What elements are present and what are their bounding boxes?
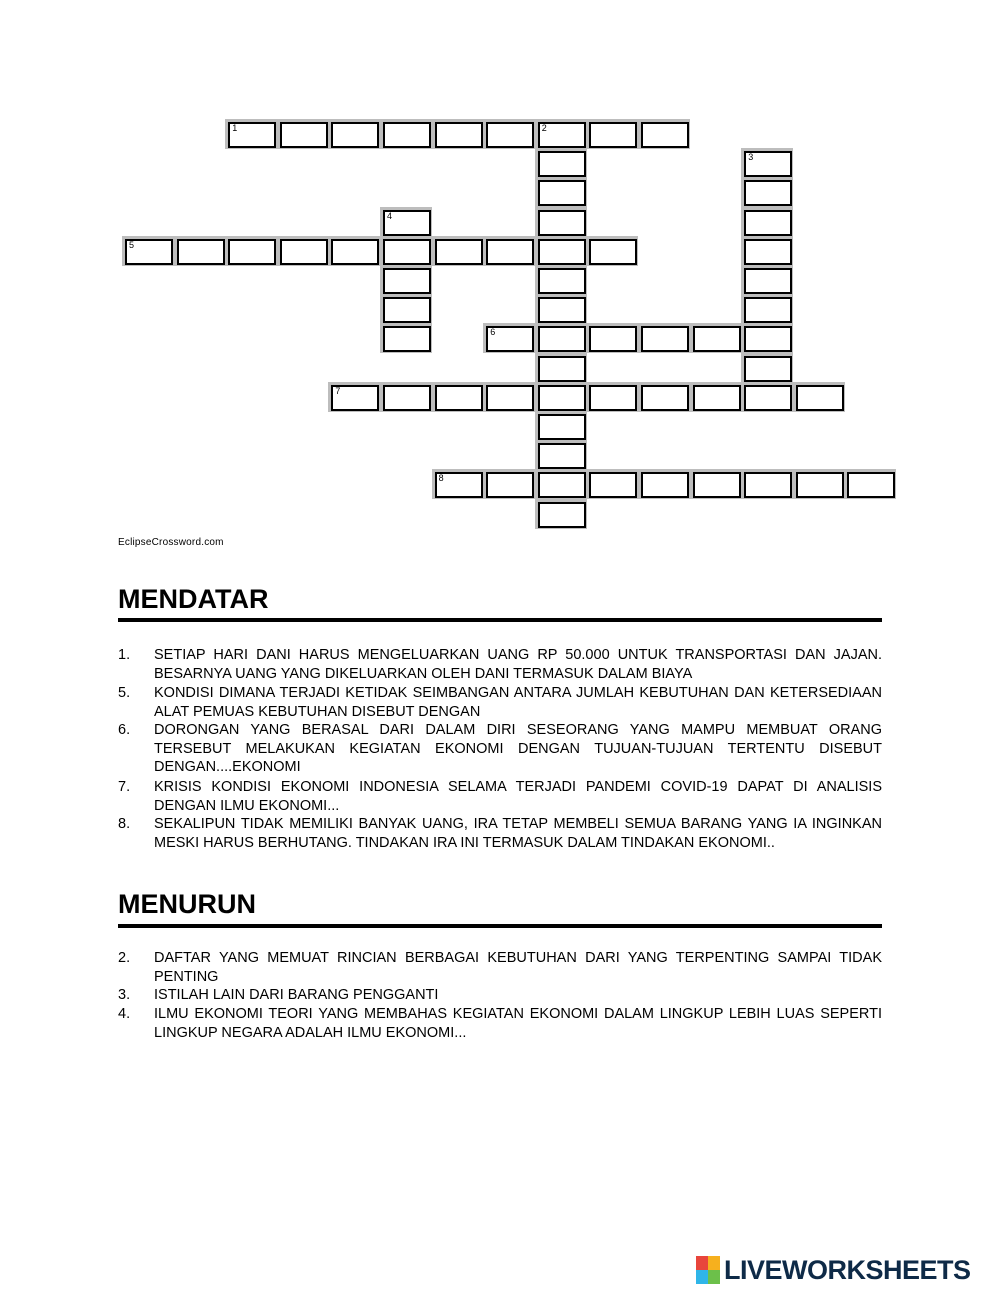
- grid-cell-r9-c10[interactable]: [641, 385, 689, 411]
- grid-cell-r4-c4[interactable]: [331, 239, 379, 265]
- clue-text: ISTILAH LAIN DARI BARANG PENGGANTI: [154, 987, 439, 1003]
- grid-cell-r0-c8[interactable]: [538, 122, 586, 148]
- grid-cell-r9-c6[interactable]: [435, 385, 483, 411]
- clue-text: DORONGAN YANG BERASAL DARI DALAM DIRI SESEORANG YANG MAMPU MEMBUAT ORANG TERSEBUT MELAKUKAN KEGIATAN EKONOMI DENGAN TUJUAN-TUJUAN TERTENTU DISEBUT DENGAN....EKONOMI: [154, 722, 882, 775]
- grid-cell-r5-c5[interactable]: [383, 268, 431, 294]
- grid-cell-r7-c11[interactable]: [693, 326, 741, 352]
- grid-cell-input[interactable]: [643, 474, 687, 496]
- clue-number-label: 2: [541, 123, 547, 133]
- grid-cell-input[interactable]: [591, 241, 635, 263]
- grid-cell-input[interactable]: [488, 387, 532, 409]
- grid-cell-r3-c8[interactable]: [538, 210, 586, 236]
- grid-cell-r7-c7[interactable]: [486, 326, 534, 352]
- grid-cell-input[interactable]: [385, 299, 429, 321]
- grid-cell-input[interactable]: [540, 212, 584, 234]
- clue-number: 1.: [118, 647, 131, 663]
- grid-cell-r8-c12[interactable]: [744, 356, 792, 382]
- grid-cell-r6-c5[interactable]: [383, 297, 431, 323]
- grid-cell-input[interactable]: [385, 387, 429, 409]
- grid-cell-r5-c12[interactable]: [744, 268, 792, 294]
- grid-cell-r9-c12[interactable]: [744, 385, 792, 411]
- grid-cell-input[interactable]: [746, 241, 790, 263]
- liveworksheets-wordmark: LIVEWORKSHEETS: [724, 1254, 971, 1285]
- grid-cell-r0-c7[interactable]: [486, 122, 534, 148]
- clue-text: ILMU EKONOMI TEORI YANG MEMBAHAS KEGIATAN EKONOMI DALAM LINGKUP LEBIH LUAS SEPERTI LINGKUP NEGARA ADALAH ILMU EKONOMI...: [154, 1006, 882, 1041]
- grid-cell-input[interactable]: [746, 474, 790, 496]
- grid-cell-r4-c12[interactable]: [744, 239, 792, 265]
- grid-cell-input[interactable]: [540, 241, 584, 263]
- grid-cell-r13-c8[interactable]: [538, 502, 586, 528]
- grid-cell-input[interactable]: [282, 241, 326, 263]
- grid-cell-r12-c12[interactable]: [744, 472, 792, 498]
- grid-cell-r0-c9[interactable]: [589, 122, 637, 148]
- grid-cell-input[interactable]: [385, 212, 429, 234]
- grid-cell-r9-c13[interactable]: [796, 385, 844, 411]
- grid-cell-input[interactable]: [282, 124, 326, 146]
- clue-number: 5.: [118, 685, 131, 701]
- grid-cell-r9-c11[interactable]: [693, 385, 741, 411]
- grid-cell-r11-c8[interactable]: [538, 443, 586, 469]
- clue-text: KRISIS KONDISI EKONOMI INDONESIA SELAMA TERJADI PANDEMI COVID-19 DAPAT DI ANALISIS DENGAN ILMU EKONOMI...: [154, 779, 882, 814]
- clue-number: 6.: [118, 722, 131, 738]
- grid-cell-r4-c6[interactable]: [435, 239, 483, 265]
- clue-text: KONDISI DIMANA TERJADI KETIDAK SEIMBANGAN ANTARA JUMLAH KEBUTUHAN DAN KETERSEDIAAN ALAT PEMUAS KEBUTUHAN DISEBUT DENGAN: [154, 685, 882, 720]
- clue-number-label: 4: [387, 210, 393, 221]
- grid-cell-input[interactable]: [591, 474, 635, 496]
- grid-cell-r8-c8[interactable]: [538, 356, 586, 382]
- grid-cell-r4-c3[interactable]: [280, 239, 328, 265]
- grid-cell-input[interactable]: [179, 241, 223, 263]
- grid-cell-input[interactable]: [488, 241, 532, 263]
- grid-cell-input[interactable]: [746, 153, 790, 175]
- grid-cell-input[interactable]: [385, 241, 429, 263]
- clue-number-label: 1: [232, 123, 238, 133]
- grid-cell-input[interactable]: [385, 124, 429, 146]
- grid-cell-input[interactable]: [333, 241, 377, 263]
- grid-cell-input[interactable]: [437, 387, 481, 409]
- grid-cell-input[interactable]: [488, 474, 532, 496]
- grid-cell-r12-c11[interactable]: [693, 472, 741, 498]
- grid-cell-r4-c7[interactable]: [486, 239, 534, 265]
- grid-cell-input[interactable]: [540, 387, 584, 409]
- grid-cell-r9-c4[interactable]: [331, 385, 379, 411]
- grid-cell-input[interactable]: [437, 474, 481, 496]
- grid-cell-r4-c9[interactable]: [589, 239, 637, 265]
- grid-cell-input[interactable]: [540, 328, 584, 350]
- grid-cell-r4-c8[interactable]: [538, 239, 586, 265]
- grid-cell-input[interactable]: [230, 241, 274, 263]
- clue-number-label: 8: [438, 473, 444, 484]
- grid-cell-r4-c5[interactable]: [383, 239, 431, 265]
- grid-cell-input[interactable]: [695, 387, 739, 409]
- menurun-divider: [118, 924, 882, 928]
- grid-cell-input[interactable]: [437, 241, 481, 263]
- grid-cell-r12-c8[interactable]: [538, 472, 586, 498]
- grid-cell-input[interactable]: [746, 299, 790, 321]
- clue-number: 4.: [118, 1006, 131, 1022]
- grid-cell-input[interactable]: [591, 387, 635, 409]
- grid-cell-input[interactable]: [746, 270, 790, 292]
- grid-cell-input[interactable]: [437, 124, 481, 146]
- grid-cell-r0-c2[interactable]: [228, 122, 276, 148]
- grid-cell-r9-c7[interactable]: [486, 385, 534, 411]
- liveworksheets-icon: [696, 1256, 720, 1284]
- grid-cell-r3-c5[interactable]: [383, 210, 431, 236]
- clue-text: DAFTAR YANG MEMUAT RINCIAN BERBAGAI KEBUTUHAN DARI YANG TERPENTING SAMPAI TIDAK PENTING: [154, 950, 882, 985]
- grid-cell-r9-c9[interactable]: [589, 385, 637, 411]
- grid-cell-input[interactable]: [385, 270, 429, 292]
- grid-cell-input[interactable]: [746, 387, 790, 409]
- grid-cell-input[interactable]: [643, 124, 687, 146]
- grid-cell-input[interactable]: [333, 387, 377, 409]
- clue-number: 8.: [118, 816, 131, 832]
- clue-text: SEKALIPUN TIDAK MEMILIKI BANYAK UANG, IRA TETAP MEMBELI SEMUA BARANG YANG IA INGINKAN MESKI HARUS BERHUTANG. TINDAKAN IRA INI TERMASUK DALAM TINDAKAN EKONOMI..: [154, 816, 882, 851]
- grid-cell-input[interactable]: [540, 270, 584, 292]
- grid-cell-input[interactable]: [333, 124, 377, 146]
- grid-cell-r6-c8[interactable]: [538, 297, 586, 323]
- grid-cell-input[interactable]: [540, 445, 584, 467]
- grid-cell-r0-c10[interactable]: [641, 122, 689, 148]
- grid-cell-input[interactable]: [540, 358, 584, 380]
- grid-cell-input[interactable]: [127, 241, 171, 263]
- grid-cell-input[interactable]: [385, 328, 429, 350]
- grid-cell-r9-c8[interactable]: [538, 385, 586, 411]
- grid-cell-r12-c9[interactable]: [589, 472, 637, 498]
- grid-cell-input[interactable]: [746, 182, 790, 204]
- grid-cell-r4-c1[interactable]: [177, 239, 225, 265]
- grid-cell-r9-c5[interactable]: [383, 385, 431, 411]
- grid-cell-input[interactable]: [798, 387, 842, 409]
- grid-cell-input[interactable]: [540, 416, 584, 438]
- grid-cell-r5-c8[interactable]: [538, 268, 586, 294]
- grid-cell-r10-c8[interactable]: [538, 414, 586, 440]
- grid-cell-r12-c13[interactable]: [796, 472, 844, 498]
- grid-cell-r2-c8[interactable]: [538, 180, 586, 206]
- clue-text: SETIAP HARI DANI HARUS MENGELUARKAN UANG RP 50.000 UNTUK TRANSPORTASI DAN JAJAN. BESARNYA UANG YANG DIKELUARKAN OLEH DANI TERMASUK DALAM BIAYA: [154, 647, 882, 682]
- grid-cell-r7-c10[interactable]: [641, 326, 689, 352]
- grid-cell-input[interactable]: [488, 328, 532, 350]
- grid-cell-r7-c9[interactable]: [589, 326, 637, 352]
- grid-cell-input[interactable]: [643, 328, 687, 350]
- clue-number: 7.: [118, 779, 131, 795]
- mendatar-heading: MENDATAR: [118, 584, 269, 614]
- grid-cell-input[interactable]: [540, 124, 584, 146]
- grid-cell-input[interactable]: [695, 328, 739, 350]
- grid-cell-input[interactable]: [643, 387, 687, 409]
- grid-cell-input[interactable]: [849, 474, 893, 496]
- crossword-grid: [0, 0, 1000, 540]
- grid-cell-input[interactable]: [230, 124, 274, 146]
- crossword-credit: EclipseCrossword.com: [118, 537, 224, 548]
- grid-cell-r0-c3[interactable]: [280, 122, 328, 148]
- grid-cell-input[interactable]: [540, 182, 584, 204]
- liveworksheets-logo: [696, 1254, 971, 1286]
- grid-cell-r4-c2[interactable]: [228, 239, 276, 265]
- grid-cell-r0-c4[interactable]: [331, 122, 379, 148]
- grid-cell-input[interactable]: [746, 358, 790, 380]
- clue-number: 3.: [118, 987, 131, 1003]
- grid-cell-input[interactable]: [798, 474, 842, 496]
- grid-cell-r1-c8[interactable]: [538, 151, 586, 177]
- grid-cell-input[interactable]: [746, 212, 790, 234]
- grid-cell-input[interactable]: [591, 124, 635, 146]
- clue-number-label: 5: [129, 239, 135, 250]
- clue-number-label: 7: [335, 385, 341, 396]
- grid-cell-r7-c5[interactable]: [383, 326, 431, 352]
- grid-cell-r12-c14[interactable]: [847, 472, 895, 498]
- grid-cell-input[interactable]: [540, 474, 584, 496]
- grid-cell-input[interactable]: [591, 328, 635, 350]
- clue-number-label: 6: [490, 327, 496, 338]
- grid-cell-input[interactable]: [540, 299, 584, 321]
- grid-cell-input[interactable]: [540, 504, 584, 526]
- grid-cell-r4-c0[interactable]: [125, 239, 173, 265]
- grid-cell-r12-c7[interactable]: [486, 472, 534, 498]
- grid-cell-r6-c12[interactable]: [744, 297, 792, 323]
- grid-cell-input[interactable]: [695, 474, 739, 496]
- grid-cell-r12-c10[interactable]: [641, 472, 689, 498]
- grid-cell-r7-c12[interactable]: [744, 326, 792, 352]
- clue-number-label: 3: [748, 152, 754, 163]
- grid-cell-r1-c12[interactable]: [744, 151, 792, 177]
- grid-cell-r7-c8[interactable]: [538, 326, 586, 352]
- grid-cell-r3-c12[interactable]: [744, 210, 792, 236]
- grid-cell-input[interactable]: [488, 124, 532, 146]
- grid-cell-input[interactable]: [540, 153, 584, 175]
- grid-cell-r12-c6[interactable]: [435, 472, 483, 498]
- grid-cell-r0-c5[interactable]: [383, 122, 431, 148]
- grid-cell-input[interactable]: [746, 328, 790, 350]
- mendatar-divider: [118, 618, 882, 622]
- grid-cell-r0-c6[interactable]: [435, 122, 483, 148]
- grid-cell-r2-c12[interactable]: [744, 180, 792, 206]
- menurun-heading: MENURUN: [118, 889, 256, 919]
- clue-number: 2.: [118, 950, 131, 966]
